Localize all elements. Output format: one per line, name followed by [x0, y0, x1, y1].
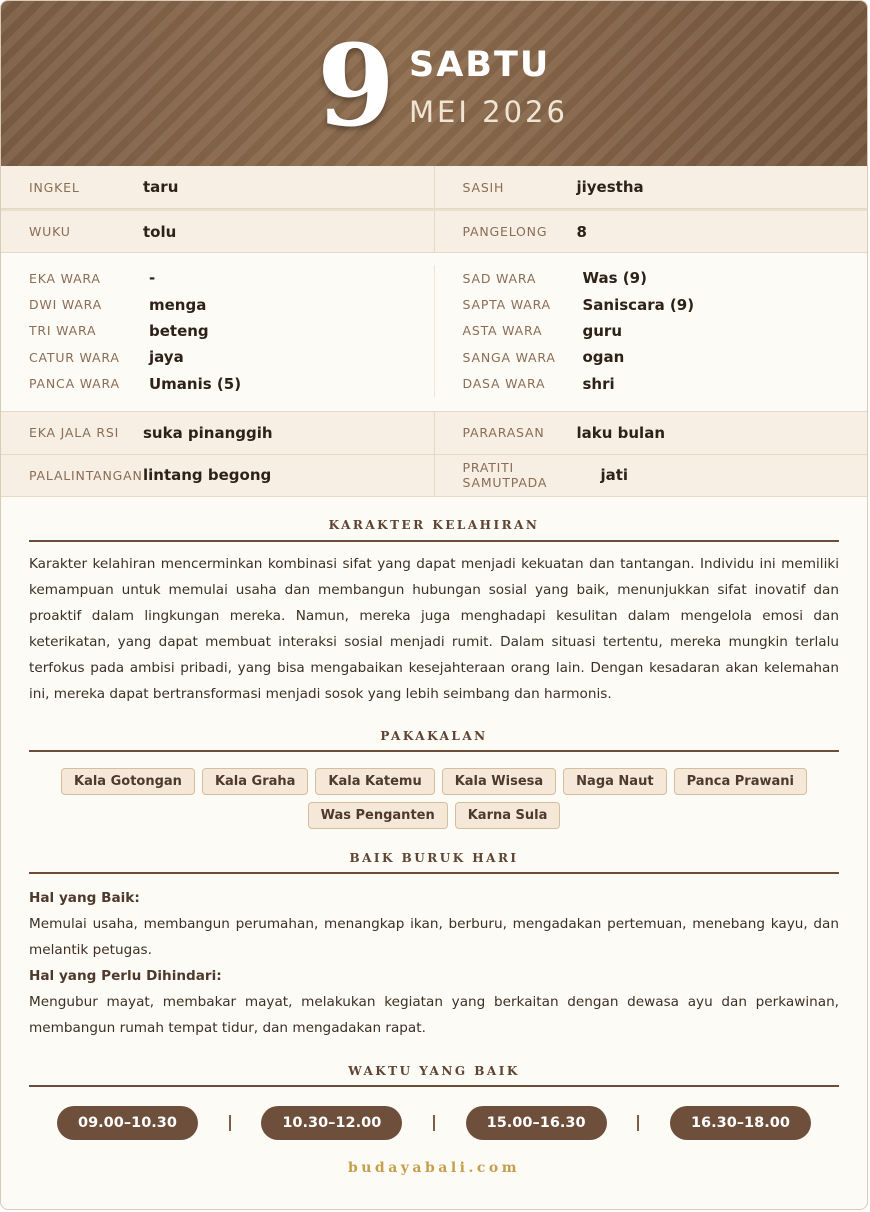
wara-label: DASA WARA: [462, 376, 546, 392]
pakakalan-list: [1, 768, 867, 829]
time-slot: 10.30–12.00: [261, 1106, 402, 1140]
time-slot: 09.00–10.30: [57, 1106, 198, 1140]
pakakalan-chip: Karna Sula: [455, 802, 561, 829]
month-year: MEI 2026: [409, 95, 568, 129]
wara-label: DWI WARA: [29, 297, 103, 313]
info-row-wuku-pangelong: [1, 209, 867, 253]
info-label: INGKEL: [29, 179, 80, 195]
baik-buruk-title: BAIK BURUK HARI: [349, 850, 519, 865]
wara-value: -: [149, 269, 156, 288]
info-value: laku bulan: [576, 423, 665, 442]
wara-label: ASTA WARA: [462, 323, 543, 339]
wara-row: [463, 318, 868, 344]
wara-value: guru: [582, 321, 622, 340]
wara-label: EKA WARA: [29, 270, 101, 286]
pakakalan-chip: Kala Katemu: [315, 768, 434, 795]
day-number: 9: [317, 21, 395, 152]
wara-row: [29, 344, 434, 370]
info-label: PARARASAN: [462, 425, 545, 441]
time-separator: [637, 1115, 639, 1131]
wara-value: ogan: [582, 348, 625, 367]
waktu-title: WAKTU YANG BAIK: [348, 1063, 520, 1078]
avoid-text: Mengubur mayat, membakar mayat, melakukan kegiatan yang berkaitan dengan dewasa ayu dan perkawinan, membangun rumah tempat tidur, dan mengadakan rapat.: [29, 993, 839, 1036]
info-cell-palalintangan: [1, 455, 434, 496]
info-cell-eka-jala-rsi: [1, 412, 434, 454]
info-label: PALALINTANGAN: [29, 467, 143, 483]
wara-label: SAPTA WARA: [462, 297, 551, 313]
info-cell-pararasan: [434, 412, 868, 454]
footer-site: budayabali.com: [347, 1159, 521, 1176]
pakakalan-title: PAKAKALAN: [380, 728, 488, 743]
pakakalan-chip: Was Penganten: [308, 802, 448, 829]
pakakalan-chip: Panca Prawani: [674, 768, 807, 795]
wara-value: jaya: [149, 348, 184, 367]
info-row-palalintangan-pratiti: [1, 455, 867, 497]
wara-row: [29, 265, 434, 291]
info-value: 8: [576, 222, 587, 241]
wara-value: menga: [149, 295, 207, 314]
day-name: SABTU: [409, 45, 551, 85]
info-label: PANGELONG: [462, 224, 548, 239]
good-text: Memulai usaha, membangun perumahan, menangkap ikan, berburu, mengadakan pertemuan, menebang kayu, dan melantik petugas.: [29, 915, 839, 958]
wara-value: Saniscara (9): [582, 295, 695, 314]
pakakalan-chip: Kala Graha: [202, 768, 308, 795]
wara-label: SAD WARA: [462, 270, 537, 286]
time-slots: [1, 1106, 867, 1140]
karakter-text: Karakter kelahiran mencerminkan kombinasi sifat yang dapat menjadi kekuatan dan tantangan. Individu ini memiliki kemampuan untuk memulai usaha dan membangun hubungan sosial yang baik, menunjukkan sifat inovatif dan proaktif dalam lingkungan mereka. Namun, mereka juga menghadapi kesulitan dalam mengelola emosi dan keterikatan, yang dapat membuat interaksi sosial menjadi rumit. Dalam situasi tertentu, mereka mungkin terlalu terfokus pada ambisi pribadi, yang bisa mengabaikan kesejahteraan orang lain. Dengan kesadaran akan kelemahan ini, mereka dapat bertransformasi menjadi sosok yang lebih seimbang dan harmonis.: [29, 555, 839, 702]
info-value: jiyestha: [576, 178, 644, 196]
info-row-ingkel-sasih: [1, 166, 867, 209]
info-value: jati: [600, 466, 629, 485]
wara-row: [463, 344, 868, 370]
wara-value: Was (9): [582, 269, 647, 288]
pakakalan-chip: Kala Wisesa: [442, 768, 556, 795]
wara-row: [463, 265, 868, 291]
info-value: lintang begong: [143, 466, 272, 485]
info-value: taru: [143, 178, 179, 196]
wara-grid: [1, 253, 867, 412]
wara-row: [29, 291, 434, 317]
time-separator: [433, 1115, 435, 1131]
avoid-heading: Hal yang Perlu Dihindari:: [29, 967, 222, 984]
info-label: EKA JALA RSI: [29, 425, 120, 441]
wara-value: shri: [582, 374, 615, 393]
time-separator: [229, 1115, 231, 1131]
wara-row: [29, 371, 434, 397]
wara-label: PANCA WARA: [29, 376, 120, 392]
wara-column-left: [1, 265, 434, 397]
time-slot: 15.00–16.30: [466, 1106, 607, 1140]
wara-column-right: [434, 265, 868, 397]
info-row-eka-jala-rsi-pararasan: [1, 412, 867, 455]
wara-label: TRI WARA: [29, 323, 97, 339]
karakter-title: KARAKTER KELAHIRAN: [328, 517, 540, 532]
good-heading: Hal yang Baik:: [29, 889, 140, 906]
pakakalan-chip: Naga Naut: [563, 768, 666, 795]
wara-row: [463, 371, 868, 397]
info-cell-pratiti-samutpada: [434, 455, 868, 496]
info-label: PRATITI SAMUTPADA: [462, 460, 548, 491]
info-label: SASIH: [462, 179, 505, 195]
date-header: [1, 1, 867, 166]
pakakalan-chip: Kala Gotongan: [61, 768, 195, 795]
info-value: suka pinanggih: [143, 423, 273, 442]
info-label: WUKU: [29, 224, 71, 239]
info-cell-sasih: [434, 166, 868, 208]
time-slot: 16.30–18.00: [670, 1106, 811, 1140]
info-value: tolu: [143, 222, 177, 241]
wara-label: SANGA WARA: [462, 349, 556, 365]
info-cell-ingkel: [1, 166, 434, 208]
info-cell-pangelong: [434, 211, 868, 252]
wara-row: [463, 291, 868, 317]
wara-row: [29, 318, 434, 344]
wara-value: beteng: [149, 321, 209, 340]
wara-label: CATUR WARA: [29, 349, 120, 365]
info-cell-wuku: [1, 211, 434, 252]
wara-value: Umanis (5): [149, 374, 242, 393]
